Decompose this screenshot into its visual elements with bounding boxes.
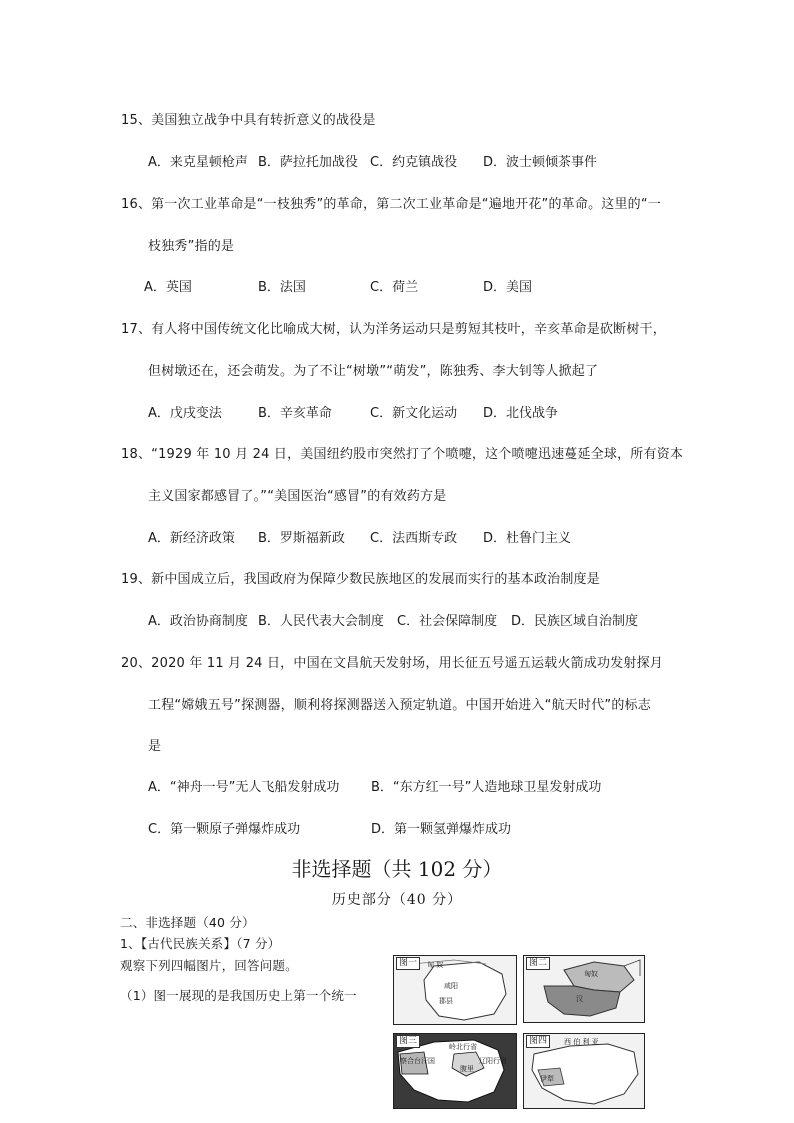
map-figure-3 [393, 1033, 517, 1109]
q15-option-c: C．约克镇战役 [370, 155, 458, 170]
q15-stem: 15、美国独立战争中具有转折意义的战役是 [121, 113, 376, 128]
q18-option-c: C．法西斯专政 [370, 531, 458, 546]
q19-option-d: D．民族区域自治制度 [511, 614, 639, 629]
map-1-tag: 图一 [396, 957, 420, 970]
map-figure-4 [523, 1033, 645, 1109]
map-3-label-fuli: 腹里 [460, 1065, 474, 1073]
q15-option-b: B．萨拉托加战役 [258, 155, 358, 170]
q17-option-c: C．新文化运动 [370, 406, 458, 421]
map-3-tag: 图三 [396, 1035, 420, 1048]
q1-heading: 1、【古代民族关系】（7 分） [120, 936, 281, 951]
map-1-label-xiongnu: 匈 奴 [427, 961, 444, 969]
map-4-label-siberia: 西 伯 利 亚 [564, 1038, 599, 1046]
map-3-label-liaoyang: 辽阳行省 [479, 1057, 507, 1065]
map-figure-1 [393, 955, 517, 1025]
q20-stem-line1: 20、2020 年 11 月 24 日，中国在文昌航天发射场，用长征五号遥五运载火箭成功发射探月 [121, 656, 663, 671]
q17-option-d: D．北伐战争 [483, 406, 559, 421]
map-2-label-han: 汉 [576, 995, 583, 1003]
q18-stem-line2: 主义国家都感冒了。”“美国医治“感冒”的有效药方是 [148, 489, 447, 504]
q1-instruction: 观察下列四幅图片，回答问题。 [120, 958, 298, 973]
section-subtitle: 历史部分（40 分） [331, 892, 463, 908]
q16-stem-line2: 枝独秀”指的是 [148, 239, 235, 254]
q18-stem-line1: 18、“1929 年 10 月 24 日，美国纽约股市突然打了个喷嚏，这个喷嚏迅速蔓延全球，所有资本 [121, 447, 684, 462]
map-1-label-junxian: 郡县 [439, 997, 453, 1005]
q18-option-d: D．杜鲁门主义 [483, 531, 572, 546]
q16-option-a: A．英国 [144, 280, 192, 295]
q20-option-b: B．“东方红一号”人造地球卫星发射成功 [371, 780, 602, 795]
q16-option-d: D．美国 [483, 280, 533, 295]
q18-option-a: A．新经济政策 [148, 531, 235, 546]
q17-stem-line1: 17、有人将中国传统文化比喻成大树，认为洋务运动只是剪短其枝叶，辛亥革命是砍断树干， [121, 322, 666, 337]
q16-option-c: C．荷兰 [370, 280, 419, 295]
q19-option-b: B．人民代表大会制度 [258, 614, 384, 629]
map-figure-2 [523, 955, 645, 1023]
q20-stem-line2: 工程“嫦娥五号”探测器，顺利将探测器送入预定轨道。中国开始进入“航天时代”的标志 [148, 698, 651, 713]
q17-stem-line2: 但树墩还在，还会萌发。为了不让“树墩”“萌发”，陈独秀、李大钊等人掀起了 [148, 364, 599, 379]
q17-option-a: A．戊戌变法 [148, 406, 222, 421]
map-2-tag: 图二 [526, 957, 550, 970]
part-heading: 二、非选择题（40 分） [120, 915, 255, 930]
q18-option-b: B．罗斯福新政 [258, 531, 345, 546]
q16-stem-line1: 16、第一次工业革命是“一枝独秀”的革命，第二次工业革命是“遍地开花”的革命。这里的“一 [121, 197, 662, 212]
q15-option-d: D．波士顿倾茶事件 [483, 155, 598, 170]
q20-option-a: A．“神舟一号”无人飞船发射成功 [148, 780, 340, 795]
q16-option-b: B．法国 [258, 280, 306, 295]
map-4-tag: 图四 [526, 1035, 550, 1048]
q1-sub1: （1）图一展现的是我国历史上第一个统一 [120, 988, 357, 1003]
map-1-label-xianyang: 咸阳 [444, 982, 458, 990]
map-2-label-xiongnu: 匈奴 [584, 970, 598, 978]
q20-stem-line3: 是 [148, 739, 162, 754]
q15-option-a: A．来克星顿枪声 [148, 155, 248, 170]
q19-option-c: C．社会保障制度 [397, 614, 498, 629]
q20-option-d: D．第一颗氢弹爆炸成功 [371, 822, 512, 837]
q19-option-a: A．政治协商制度 [148, 614, 248, 629]
q19-stem: 19、新中国成立后，我国政府为保障少数民族地区的发展而实行的基本政治制度是 [121, 572, 600, 587]
q20-option-c: C．第一颗原子弹爆炸成功 [148, 822, 301, 837]
map-3-label-chagatai: 察合台汗国 [400, 1057, 435, 1065]
section-title: 非选择题（共 102 分） [291, 857, 503, 881]
map-4-label-yili: 伊犁 [540, 1075, 554, 1083]
q17-option-b: B．辛亥革命 [258, 406, 332, 421]
map-3-label-lingbei: 岭北行省 [449, 1043, 477, 1051]
